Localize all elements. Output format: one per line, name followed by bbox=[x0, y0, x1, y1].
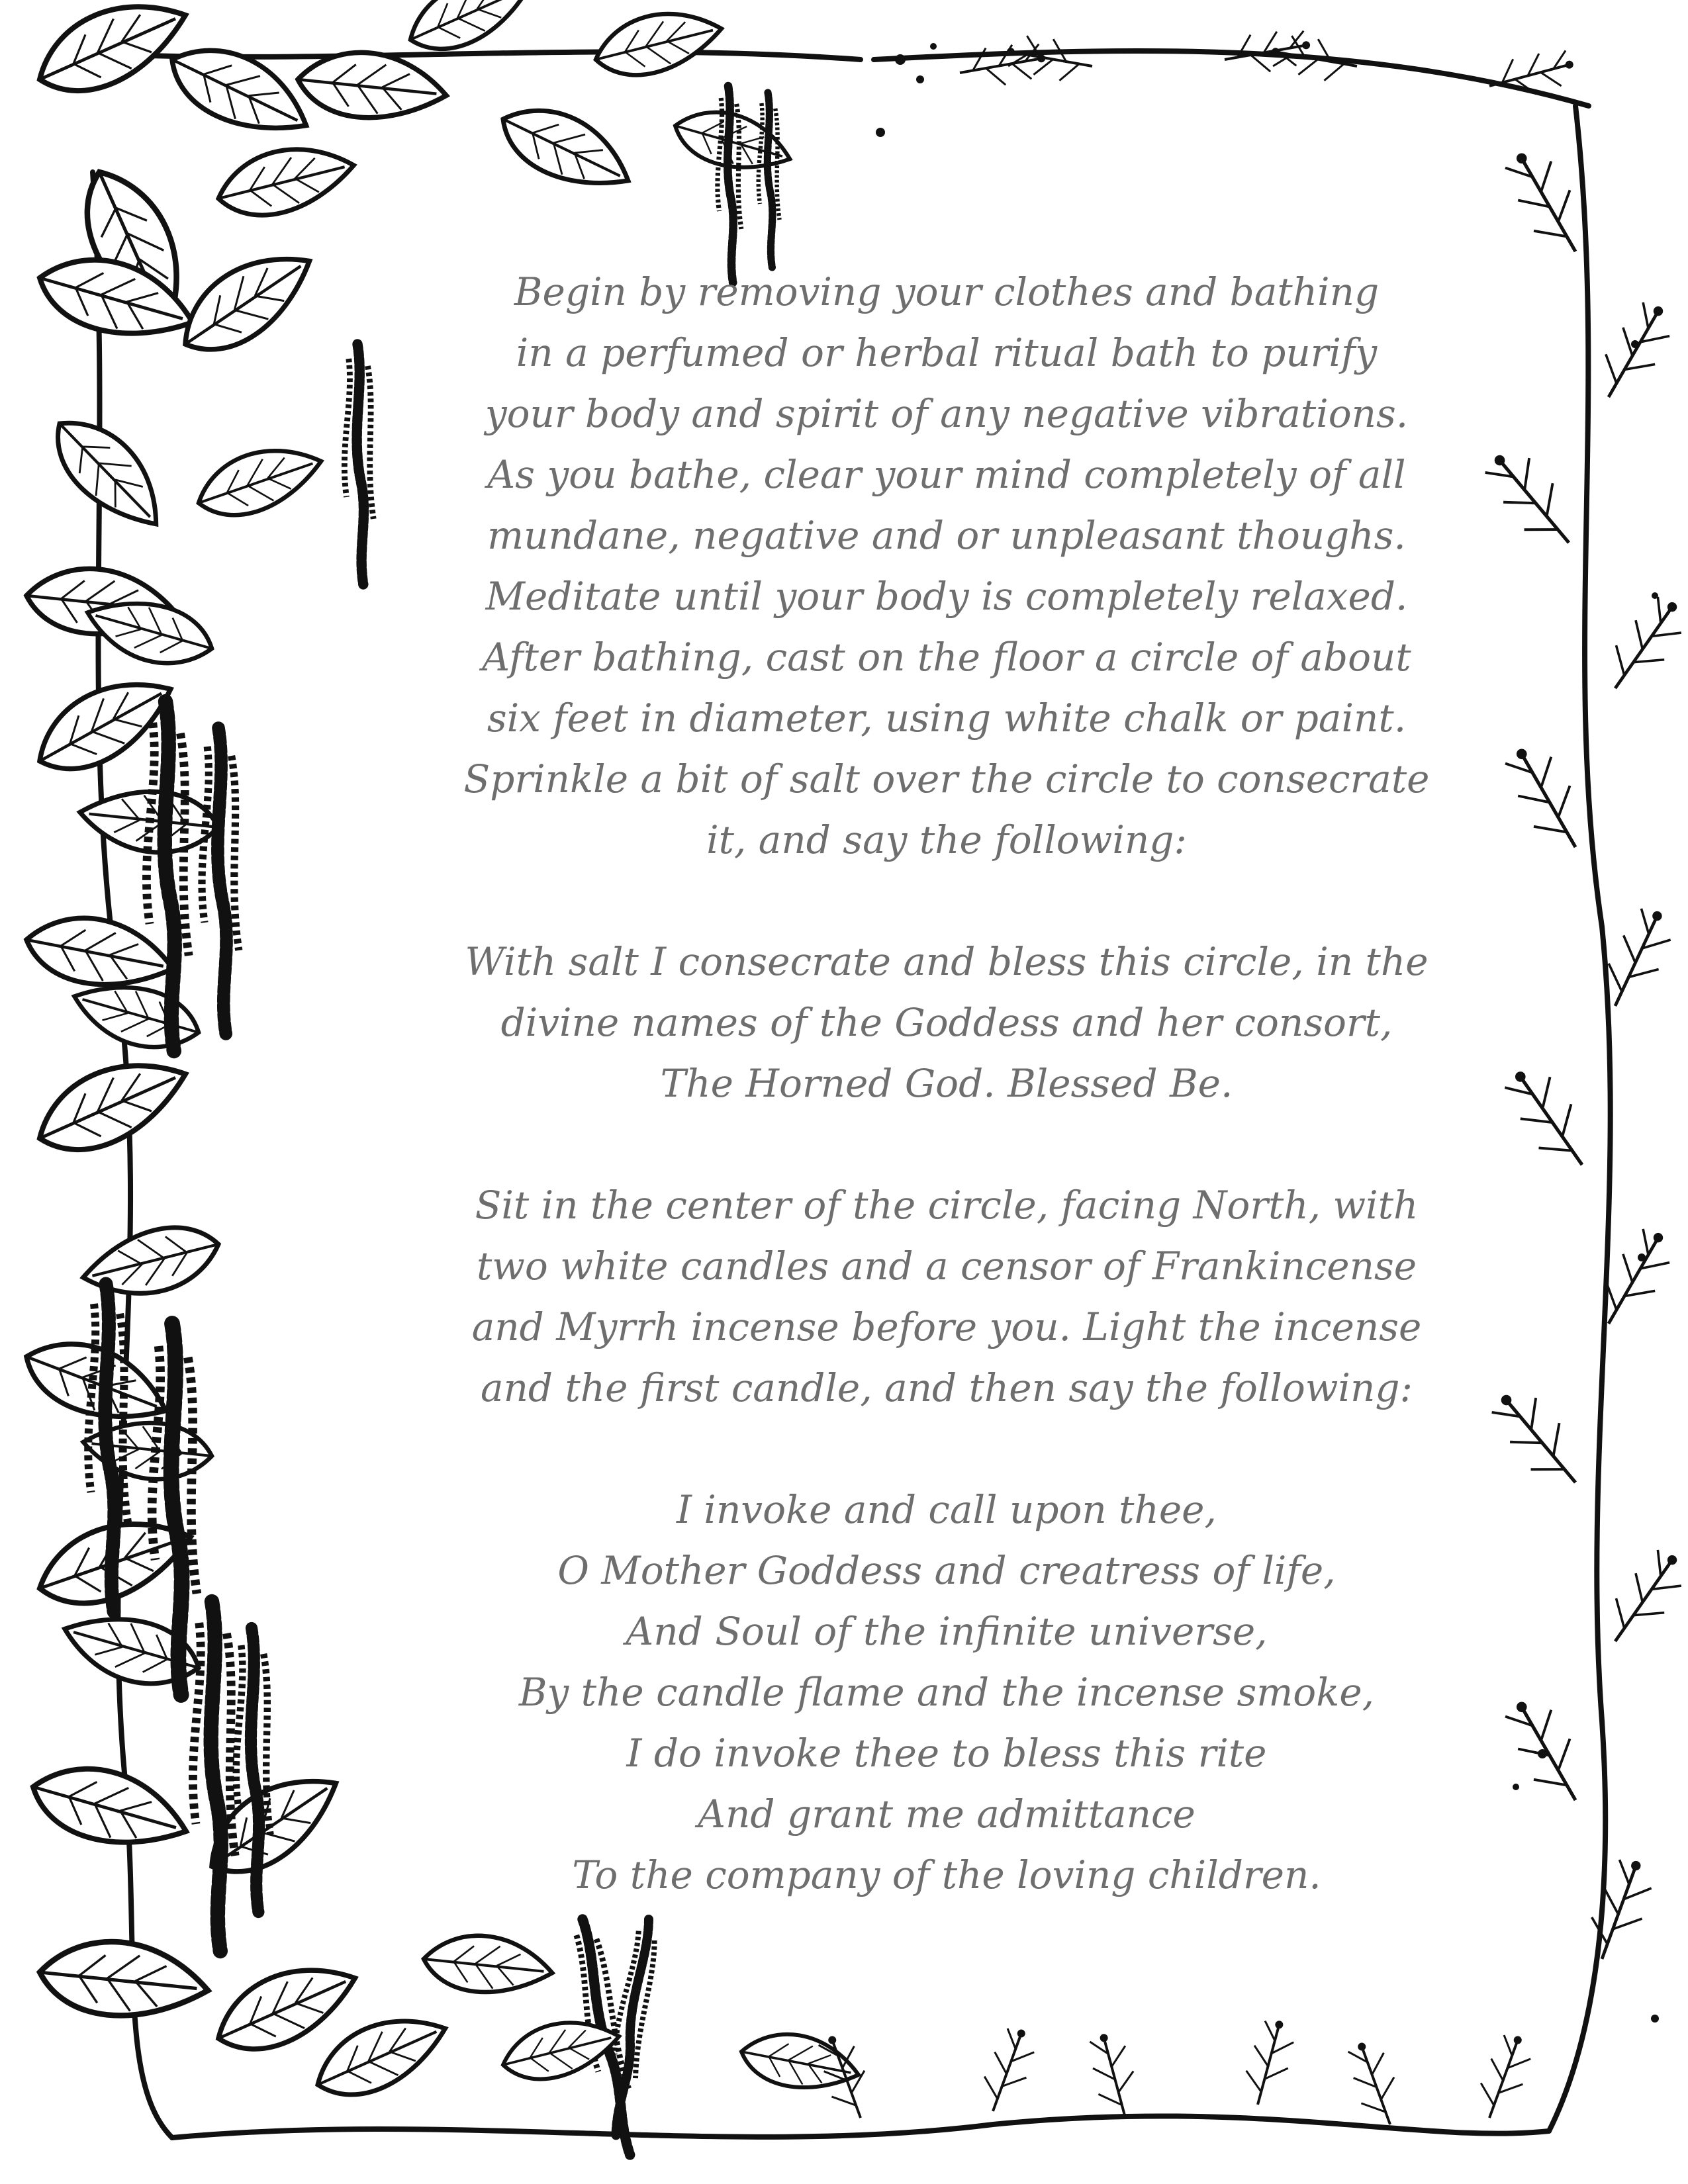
text-line: Begin by removing your clothes and bathing bbox=[514, 269, 1380, 314]
text-line: By the candle flame and the incense smoke, bbox=[518, 1670, 1375, 1715]
text-line: mundane, negative and or unpleasant thoughs. bbox=[487, 513, 1406, 558]
text-line: and Myrrh incense before you. Light the incense bbox=[471, 1304, 1422, 1349]
stanza-bathing-instructions bbox=[371, 261, 1523, 870]
stanza-candle-instructions bbox=[371, 1175, 1523, 1418]
text-line: O Mother Goddess and creatress of life, bbox=[557, 1548, 1336, 1593]
stanza-invocation bbox=[371, 1479, 1523, 1905]
text-line: After bathing, cast on the floor a circle of about bbox=[482, 635, 1411, 680]
text-line: And Soul of the infinite universe, bbox=[626, 1609, 1268, 1654]
text-line: The Horned God. Blessed Be. bbox=[660, 1061, 1233, 1106]
ritual-text bbox=[371, 261, 1523, 1905]
text-line: To the company of the loving children. bbox=[572, 1852, 1321, 1897]
text-line: in a perfumed or herbal ritual bath to purify bbox=[516, 330, 1378, 375]
text-line: and the first candle, and then say the following: bbox=[480, 1365, 1413, 1410]
text-line: your body and spirit of any negative vibrations. bbox=[485, 391, 1409, 436]
text-line: it, and say the following: bbox=[706, 817, 1187, 862]
text-line: With salt I consecrate and bless this circle, in the bbox=[465, 939, 1429, 984]
text-line: divine names of the Goddess and her consort, bbox=[500, 1000, 1393, 1045]
text-line: Meditate until your body is completely relaxed. bbox=[485, 574, 1408, 619]
text-line: I do invoke thee to bless this rite bbox=[626, 1731, 1267, 1776]
text-line: Sit in the center of the circle, facing North, with bbox=[475, 1183, 1419, 1228]
stanza-consecration bbox=[371, 931, 1523, 1114]
text-line: six feet in diameter, using white chalk or paint. bbox=[487, 696, 1407, 741]
text-line: As you bathe, clear your mind completely of all bbox=[487, 452, 1406, 497]
text-line: I invoke and call upon thee, bbox=[677, 1487, 1217, 1532]
text-line: Sprinkle a bit of salt over the circle to consecrate bbox=[463, 756, 1430, 801]
text-line: And grant me admittance bbox=[698, 1792, 1196, 1837]
text-line: two white candles and a censor of Frankincense bbox=[476, 1244, 1417, 1289]
